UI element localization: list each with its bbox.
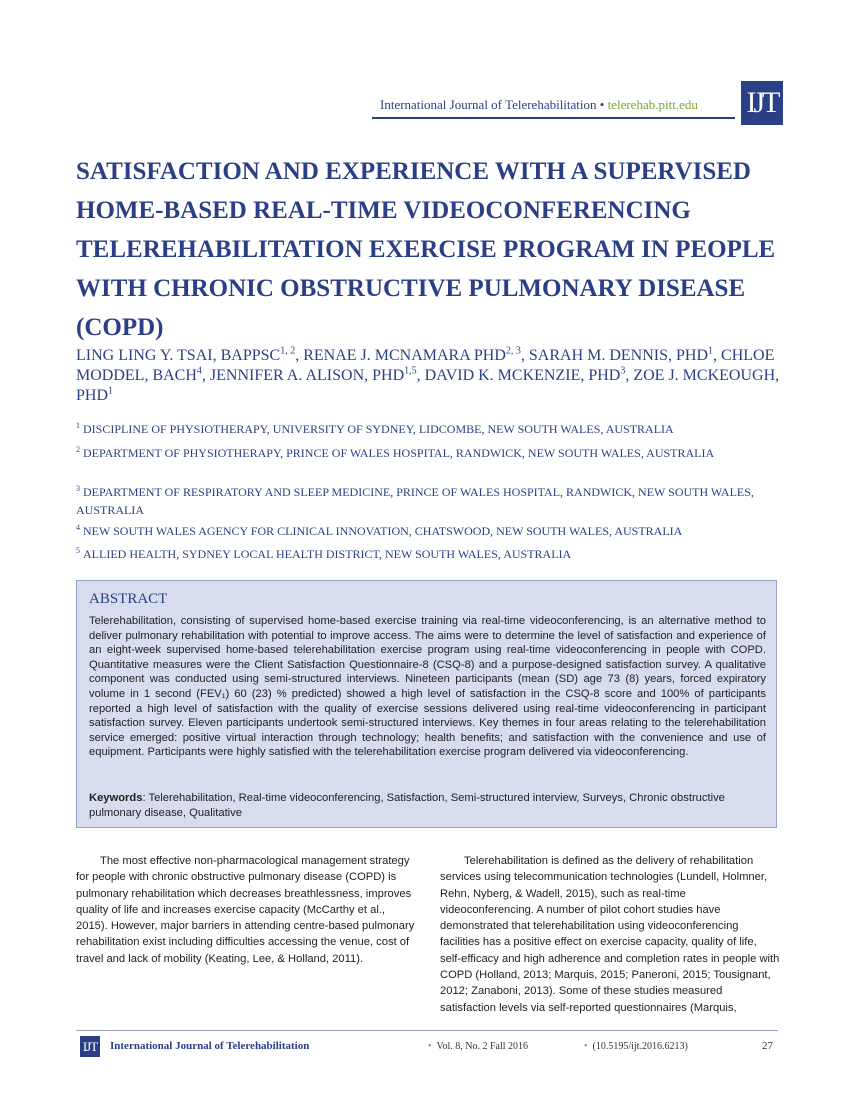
affiliation-2: $^2$ DEPARTMENT OF PHYSIOTHERAPY, PRINCE OF WALES HOSPITAL, RANDWICK, NEW SOUTH WALES, AUSTRALIA [76,445,715,460]
author-affiliation-mark: 3 [620,365,626,377]
keywords-label: Keywords [89,792,143,804]
author-name: JENNIFER A. ALISON, PHD [209,367,405,384]
affiliation-1: $^1$ DISCIPLINE OF PHYSIOTHERAPY, UNIVERSITY OF SYDNEY, LIDCOMBE, NEW SOUTH WALES, AUSTRALIA [76,421,674,436]
header-journal-name: International Journal of Telerehabilitation [380,97,597,112]
author-name: DAVID K. MCKENZIE, PHD [424,367,621,384]
author-affiliation-mark: 1 [108,385,114,397]
author-name: ZOE J. MCKEOUGH, PHD [76,367,780,404]
author-affiliation-mark: 4 [196,365,202,377]
footer-doi: • (10.5195/ijt.2016.6213) [584,1041,688,1052]
article-title: SATISFACTION AND EXPERIENCE WITH A SUPERVISED HOME-BASED REAL-TIME VIDEOCONFERENCING TELEREHABILITATION EXERCISE PROGRAM IN PEOPLE WITH CHRONIC OBSTRUCTIVE PULMONARY DISEASE (COPD) [76,158,776,341]
author-affiliation-mark: 2, 3 [505,345,521,357]
body-column-left [76,853,416,967]
header-separator: • [599,97,605,112]
author-name: LING LING Y. TSAI, BAPPSC [76,347,281,364]
author-name: SARAH M. DENNIS, PHD [528,347,709,364]
abstract-heading: ABSTRACT [89,591,168,607]
affiliation-5: $^5$ ALLIED HEALTH, SYDNEY LOCAL HEALTH DISTRICT, NEW SOUTH WALES, AUSTRALIA [76,546,572,561]
body-paragraph-right: Telerehabilitation is defined as the delivery of rehabilitation services using telecommunication technologies (Lundell, Holmner, Rehn, Nyberg, & Wadell, 2015), such as real-time videoconferencing. A number of pilot cohort studies have demonstrated that telerehabilitation using videoconferencing facilities has a positive effect on exercise capacity, quality of life, self-efficacy and high adherence and completion rates in people with COPD (Holland, 2013; Marquis, 2015; Paneroni, 2015; Tousignant, 2012; Zanaboni, 2013). Some of these studies measured satisfaction levels via self-reported questionnaires (Marquis, [440,855,780,1014]
body-column-right [440,853,780,1016]
affiliation-4: $^4$ NEW SOUTH WALES AGENCY FOR CLINICAL INNOVATION, CHATSWOOD, NEW SOUTH WALES, AUSTRALIA [76,523,683,538]
author-affiliation-mark: 1, 2 [280,345,296,357]
keywords-list: : Telerehabilitation, Real-time videoconferencing, Satisfaction, Semi-structured interview, Surveys, Chronic obstructive pulmonary disease, Qualitative [89,792,725,819]
body-paragraph-left: The most effective non-pharmacological management strategy for people with chronic obstructive pulmonary disease (COPD) is pulmonary rehabilitation which decreases breathlessness, improves quality of life and increases exercise capacity (McCarthy et al., 2015). However, major barriers in attending centre-based pulmonary rehabilitation exist including difficulties accessing the venue, cost of travel and lack of mobility (Keating, Lee, & Holland, 2011). [76,855,415,965]
footer-page-number: 27 [762,1040,773,1052]
author-name: CHLOE MODDEL, BACH [76,347,775,384]
author-affiliation-mark: 1 [708,345,714,357]
header-url-link[interactable]: telerehab.pitt.edu [607,97,698,112]
author-name: RENAE J. MCNAMARA PHD [303,347,506,364]
affiliation-3: $^3$ DEPARTMENT OF RESPIRATORY AND SLEEP MEDICINE, PRINCE OF WALES HOSPITAL, RANDWICK, NEW SOUTH WALES, AUSTRALIA [76,484,754,517]
ijt-logo: IJT [741,81,783,125]
author-list: LING LING Y. TSAI, BAPPSC$^{1, 2}$, RENAE J. MCNAMARA PHD$^{2, 3}$, SARAH M. DENNIS, PHD$^1$, CHLOE MODDEL, BACH$^4$, JENNIFER A. ALISON, PHD$^{1,5}$, DAVID K. MCKENZIE, PHD$^3$, ZOE J. MCKEOUGH, PHD$^1$ [76,345,780,404]
abstract-box [76,580,777,828]
header-journal [380,97,740,113]
header-rule [372,117,735,119]
abstract-text: Telerehabilitation, consisting of supervised home-based exercise training via real-time videoconferencing, is an alternative method to deliver pulmonary rehabilitation with potential to improve access. The aims were to determine the level of satisfaction and experience of an eight-week supervised home-based telerehabilitation exercise program using real-time videoconferencing in people with COPD. Quantitative measures were the Client Satisfaction Questionnaire-8 (CSQ-8) and a purpose-designed satisfaction survey. A qualitative component was conducted using semi-structured interviews. Nineteen participants (mean (SD) age 73 (8) years, forced expiratory volume in 1 second (FEV₁) 60 (23) % predicted) showed a high level of satisfaction in the CSQ-8 score and 100% of participants reported a high level of satisfaction with the quality of exercise sessions delivered using real-time videoconferencing in participant satisfaction survey. Eleven participants undertook semi-structured interviews. Key themes in four areas relating to the telerehabilitation service emerged: positive virtual interaction through technology; health benefits; and satisfaction with the convenience and use of equipment. Participants were highly satisfied with the telerehabilitation exercise program delivered via videoconferencing. [89,615,766,759]
keywords [89,791,766,821]
footer-journal-name: International Journal of Telerehabilitation [110,1040,310,1052]
author-affiliation-mark: 1,5 [404,365,417,377]
footer-ijt-logo: IJT [80,1036,100,1057]
footer-volume: • Vol. 8, No. 2 Fall 2016 [428,1041,529,1052]
footer-rule [76,1030,778,1031]
